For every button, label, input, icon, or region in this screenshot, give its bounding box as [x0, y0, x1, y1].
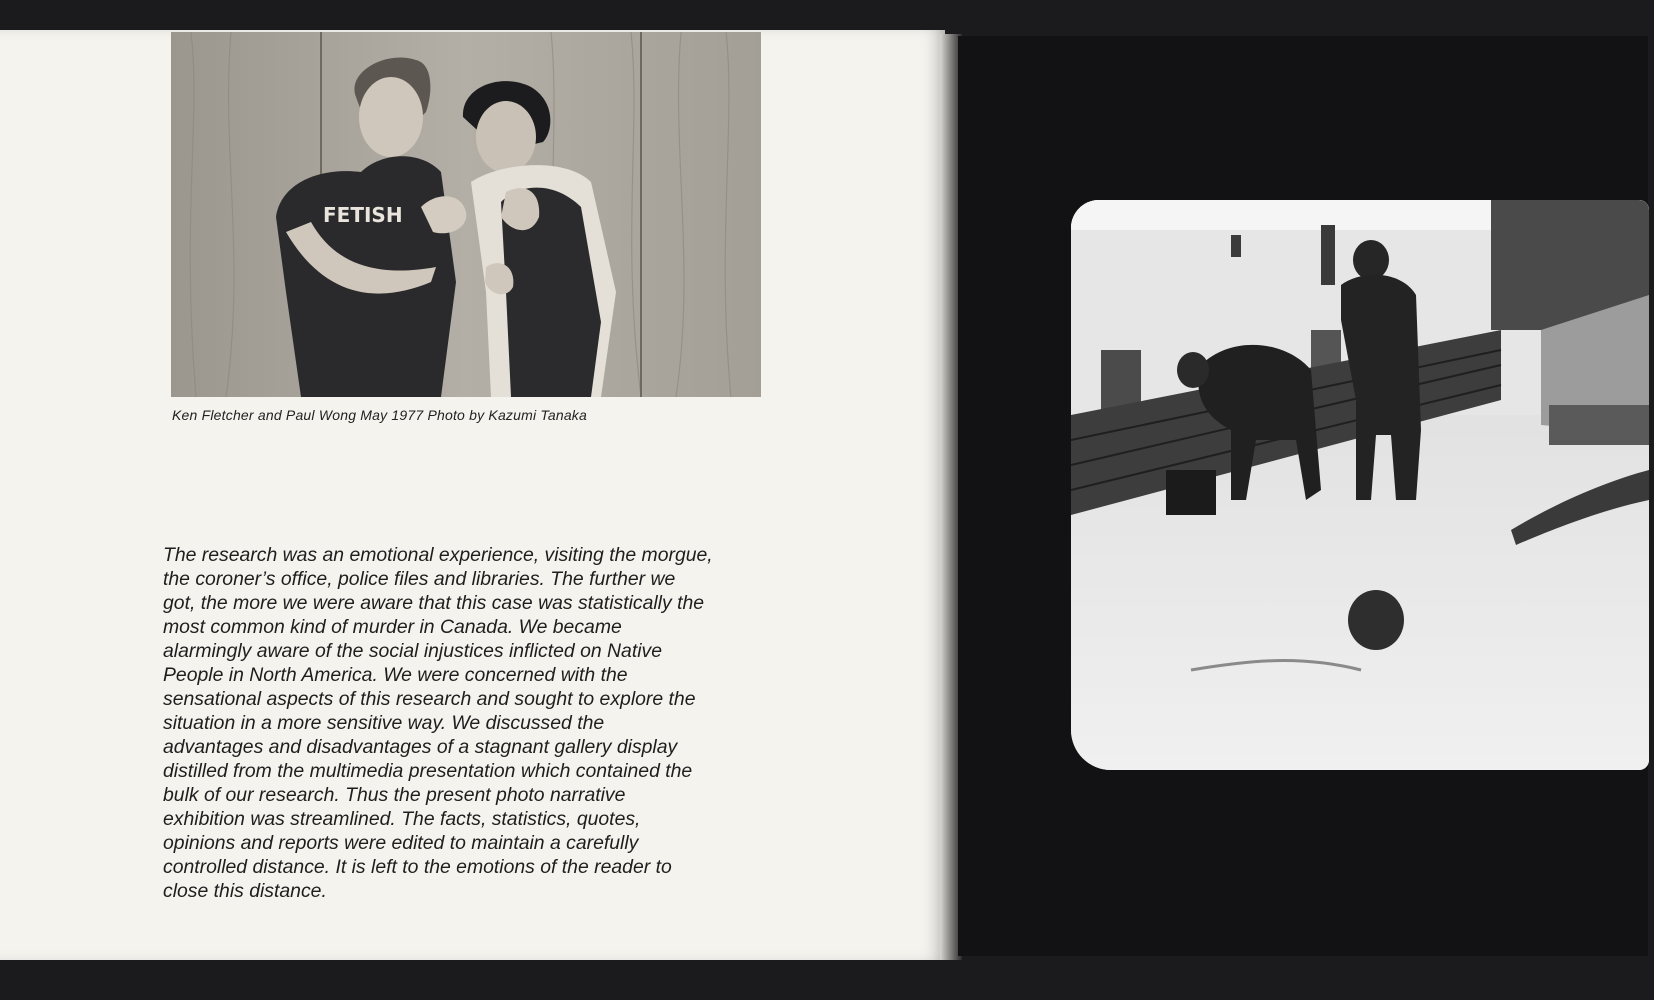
portrait-photo [171, 32, 761, 397]
photo-caption: Ken Fletcher and Paul Wong May 1977 Photo by Kazumi Tanaka [172, 407, 587, 423]
body-paragraph: The research was an emotional experience, visiting the morgue, the coroner’s office, police files and libraries. The further we got, the more we were aware that this case was statistically the most common kind of murder in Canada. We became alarmingly aware of the social injustices inflicted on Native People in North America. We were concerned with the sensational aspects of this research and sought to explore the situation in a more sensitive way. We discussed the advantages and disadvantages of a stagnant gallery display distilled from the multimedia presentation which contained the bulk of our research. Thus the present photo narrative exhibition was streamlined. The facts, statistics, quotes, opinions and reports were edited to maintain a carefully controlled distance. It is left to the emotions of the reader to close this distance. [163, 544, 713, 902]
shirt-text: FETISH [323, 203, 403, 227]
video-still-photo [1071, 200, 1649, 770]
